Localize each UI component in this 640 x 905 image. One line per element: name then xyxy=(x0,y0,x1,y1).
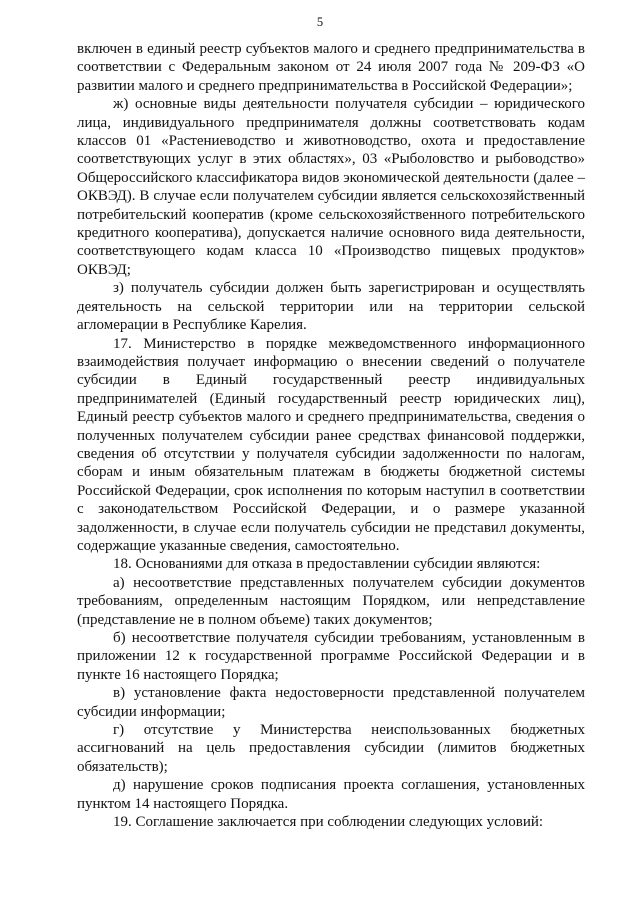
paragraph: 17. Министерство в порядке межведомственного информационного взаимодействия получает информацию о внесении сведений о получателе субсидии в Единый государственный реестр индивидуальных предпринимателей (Единый государственный реестр юридических лиц), Единый реестр субъектов малого и среднего предпринимательства, сведения о полученных получателем субсидии ранее средствах финансовой поддержки, сведения об отсутствии у получателя субсидии задолженности по налогам, сборам и иным обязательным платежам в бюджеты бюджетной системы Российской Федерации, срок исполнения по которым наступил в соответствии с законодательством Российской Федерации, и о размере указанной задолженности, в случае если получатель субсидии не представил документы, содержащие указанные сведения, самостоятельно. xyxy=(77,335,585,554)
paragraph: ж) основные виды деятельности получателя субсидии – юридического лица, индивидуального предпринимателя должны соответствовать кодам классов 01 «Растениеводство и животноводство, охота и предоставление соответствующих услуг в этих областях», 03 «Рыболовство и рыбоводство» Общероссийского классификатора видов экономической деятельности (далее – ОКВЭД). В случае если получателем субсидии является сельскохозяйственный потребительский кооператив (кроме сельскохозяйственного потребительского кредитного кооператива), допускается наличие основного вида деятельности, соответствующего кодам класса 10 «Производство пищевых продуктов» ОКВЭД; xyxy=(77,96,585,278)
paragraph: включен в единый реестр субъектов малого и среднего предпринимательства в соответствии с Федеральным законом от 24 июля 2007 года № 209-ФЗ «О развитии малого и среднего предпринимательства в Российской Федерации»; xyxy=(77,41,585,94)
paragraph: а) несоответствие представленных получателем субсидии документов требованиям, определенным настоящим Порядком, или непредставление (представление не в полном объеме) таких документов; xyxy=(77,574,585,628)
paragraph: в) установление факта недостоверности представленной получателем субсидии информации; xyxy=(77,685,585,720)
paragraph: г) отсутствие у Министерства неиспользованных бюджетных ассигнований на цель предоставления субсидии (лимитов бюджетных обязательств); xyxy=(77,722,585,775)
paragraph: з) получатель субсидии должен быть зарегистрирован и осуществлять деятельность на сельской территории или на территории сельской агломерации в Республике Карелия. xyxy=(77,280,585,334)
document-body xyxy=(77,40,585,831)
paragraph: д) нарушение сроков подписания проекта соглашения, установленных пунктом 14 настоящего Порядка. xyxy=(77,777,585,812)
page-number: 5 xyxy=(316,15,324,29)
paragraph: 19. Соглашение заключается при соблюдении следующих условий: xyxy=(113,814,544,831)
paragraph: 18. Основаниями для отказа в предоставлении субсидии являются: xyxy=(113,556,541,573)
paragraph: б) несоответствие получателя субсидии требованиям, установленным в приложении 12 к государственной программе Российской Федерации и в пункте 16 настоящего Порядка; xyxy=(77,630,585,683)
